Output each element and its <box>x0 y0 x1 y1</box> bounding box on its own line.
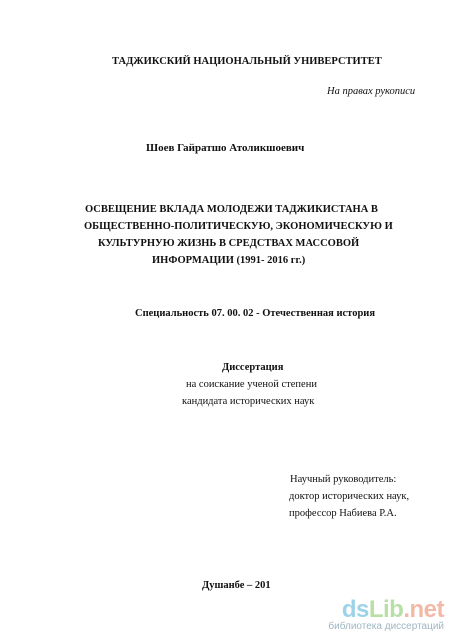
degree-line-2: кандидата исторических наук <box>182 396 315 407</box>
place-year: Душанбе – 201 <box>202 580 271 591</box>
supervisor-degree: доктор исторических наук, <box>289 491 410 502</box>
specialty: Специальность 07. 00. 02 - Отечественная история <box>135 308 376 319</box>
dslib-watermark <box>314 597 444 633</box>
title-line: ИНФОРМАЦИИ (1991- 2016 гг.) <box>152 255 306 266</box>
dissertation-heading: Диссертация <box>222 362 284 373</box>
university-name: ТАДЖИКСКИЙ НАЦИОНАЛЬНЫЙ УНИВЕРСТИТЕТ <box>112 56 382 67</box>
rights-note: На правах рукописи <box>327 86 416 97</box>
title-line: ОБЩЕСТВЕННО-ПОЛИТИЧЕСКУЮ, ЭКОНОМИЧЕСКУЮ И <box>84 221 393 232</box>
title-line: КУЛЬТУРНУЮ ЖИЗНЬ В СРЕДСТВАХ МАССОВОЙ <box>98 238 360 249</box>
watermark-subtitle: библиотека диссертаций <box>328 621 444 632</box>
author-name: Шоев Гайратшо Атоликшоевич <box>146 142 305 154</box>
dslib-logo: dsLib.net <box>341 596 444 623</box>
supervisor-name: профессор Набиева Р.А. <box>289 508 397 519</box>
degree-line-1: на соискание ученой степени <box>186 379 317 390</box>
supervisor-label: Научный руководитель: <box>290 474 397 485</box>
title-line: ОСВЕЩЕНИЕ ВКЛАДА МОЛОДЕЖИ ТАДЖИКИСТАНА В <box>85 204 378 215</box>
